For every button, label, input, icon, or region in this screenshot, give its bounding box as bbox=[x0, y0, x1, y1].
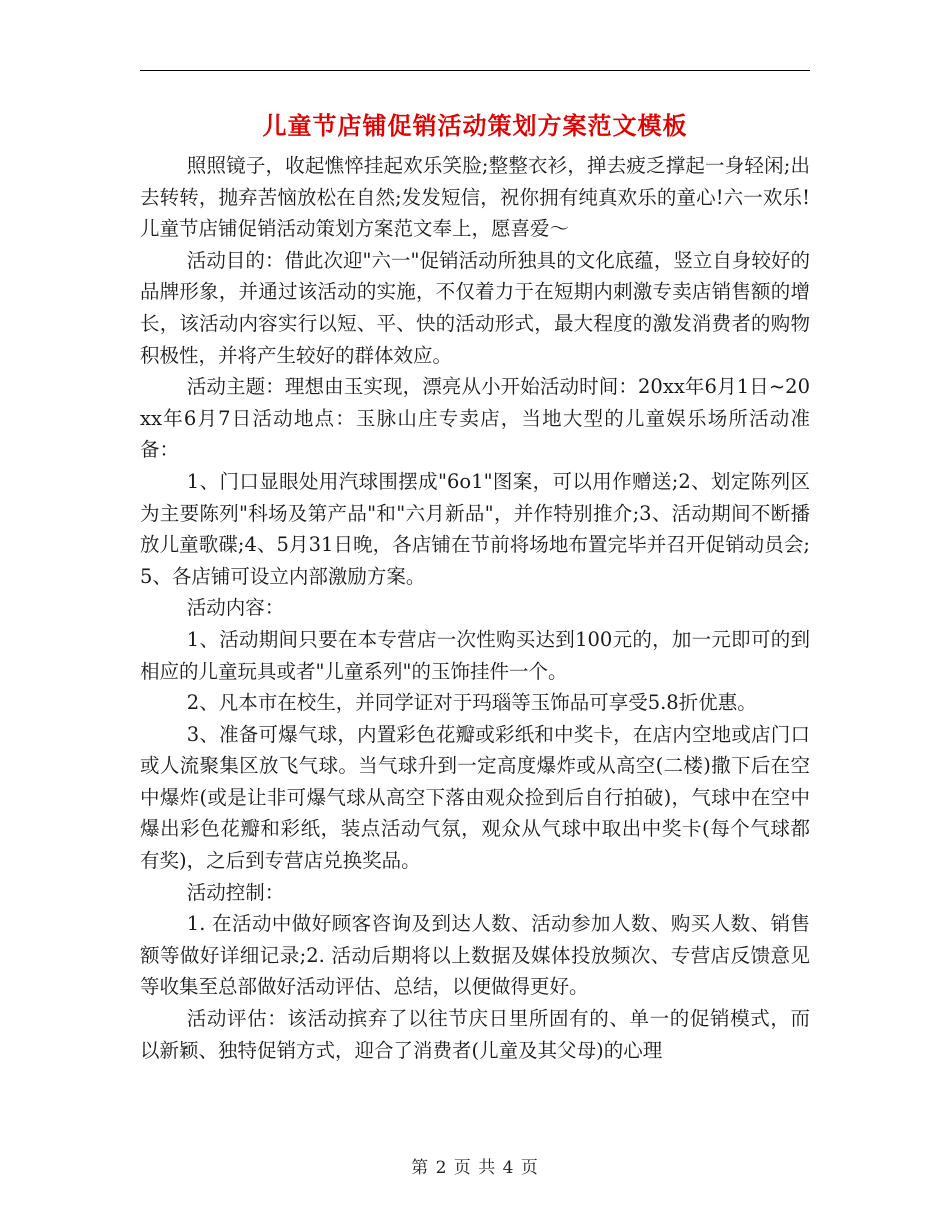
heading-activity-content: 活动内容： bbox=[186, 596, 285, 620]
paragraph-content-3: 3、准备可爆气球，内置彩色花瓣或彩纸和中奖卡，在店内空地或店门口或人流聚集区放飞气球。当气球升到一定高度爆炸或从高空(二楼)撒下后在空中爆炸(或是让非可爆气球从高空下落由观众捡到后自行拍破)，气球中在空中爆出彩色花瓣和彩纸，装点活动气氛，观众从气球中取出中奖卡(每个气球都有奖)，之后到专营店兑换奖品。 bbox=[140, 722, 810, 873]
paragraph-intro: 照照镜子，收起憔悴挂起欢乐笑脸;整整衣衫，掸去疲乏撑起一身轻闲;出去转转，抛弃苦恼放松在自然;发发短信，祝你拥有纯真欢乐的童心!六一欢乐!儿童节店铺促销活动策划方案范文奉上，愿喜爱～ bbox=[140, 154, 810, 241]
paragraph-theme-time-place: 活动主题：理想由玉实现，漂亮从小开始活动时间：20xx年6月1日~20xx年6月7日活动地点：玉脉山庄专卖店，当地大型的儿童娱乐场所活动准备： bbox=[140, 375, 810, 462]
document-body bbox=[140, 150, 810, 1066]
header-rule bbox=[140, 70, 810, 71]
paragraph-purpose: 活动目的：借此次迎"六一"促销活动所独具的文化底蕴，竖立自身较好的品牌形象，并通过该活动的实施，不仅着力于在短期内刺激专卖店销售额的增长，该活动内容实行以短、平、快的活动形式，最大程度的激发消费者的购物积极性，并将产生较好的群体效应。 bbox=[140, 248, 810, 367]
paragraph-evaluation: 活动评估：该活动摈弃了以往节庆日里所固有的、单一的促销模式，而以新颖、独特促销方式，迎合了消费者(儿童及其父母)的心理 bbox=[140, 1007, 810, 1062]
paragraph-content-2: 2、凡本市在校生，并同学证对于玛瑙等玉饰品可享受5.8折优惠。 bbox=[186, 691, 757, 715]
page-number: 第 2 页 共 4 页 bbox=[411, 1158, 539, 1178]
heading-activity-control: 活动控制： bbox=[186, 880, 285, 904]
paragraph-content-1: 1、活动期间只要在本专营店一次性购买达到100元的，加一元即可的到相应的儿童玩具或者"儿童系列"的玉饰挂件一个。 bbox=[140, 627, 810, 683]
paragraph-control: 1. 在活动中做好顾客咨询及到达人数、活动参加人数、购买人数、销售额等做好详细记录;2. 活动后期将以上数据及媒体投放频次、专营店反馈意见等收集至总部做好活动评估、总结，以便做得更好。 bbox=[140, 912, 810, 999]
document-title: 儿童节店铺促销活动策划方案范文模板 bbox=[262, 111, 688, 140]
paragraph-preparation: 1、门口显眼处用汽球围摆成"6o1"图案，可以用作赠送;2、划定陈列区为主要陈列"科场及第产品"和"六月新品"，并作特别推介;3、活动期间不断播放儿童歌碟;4、5月31日晚，各店铺在节前将场地布置完毕并召开促销动员会;5、各店铺可设立内部激励方案。 bbox=[140, 469, 810, 588]
